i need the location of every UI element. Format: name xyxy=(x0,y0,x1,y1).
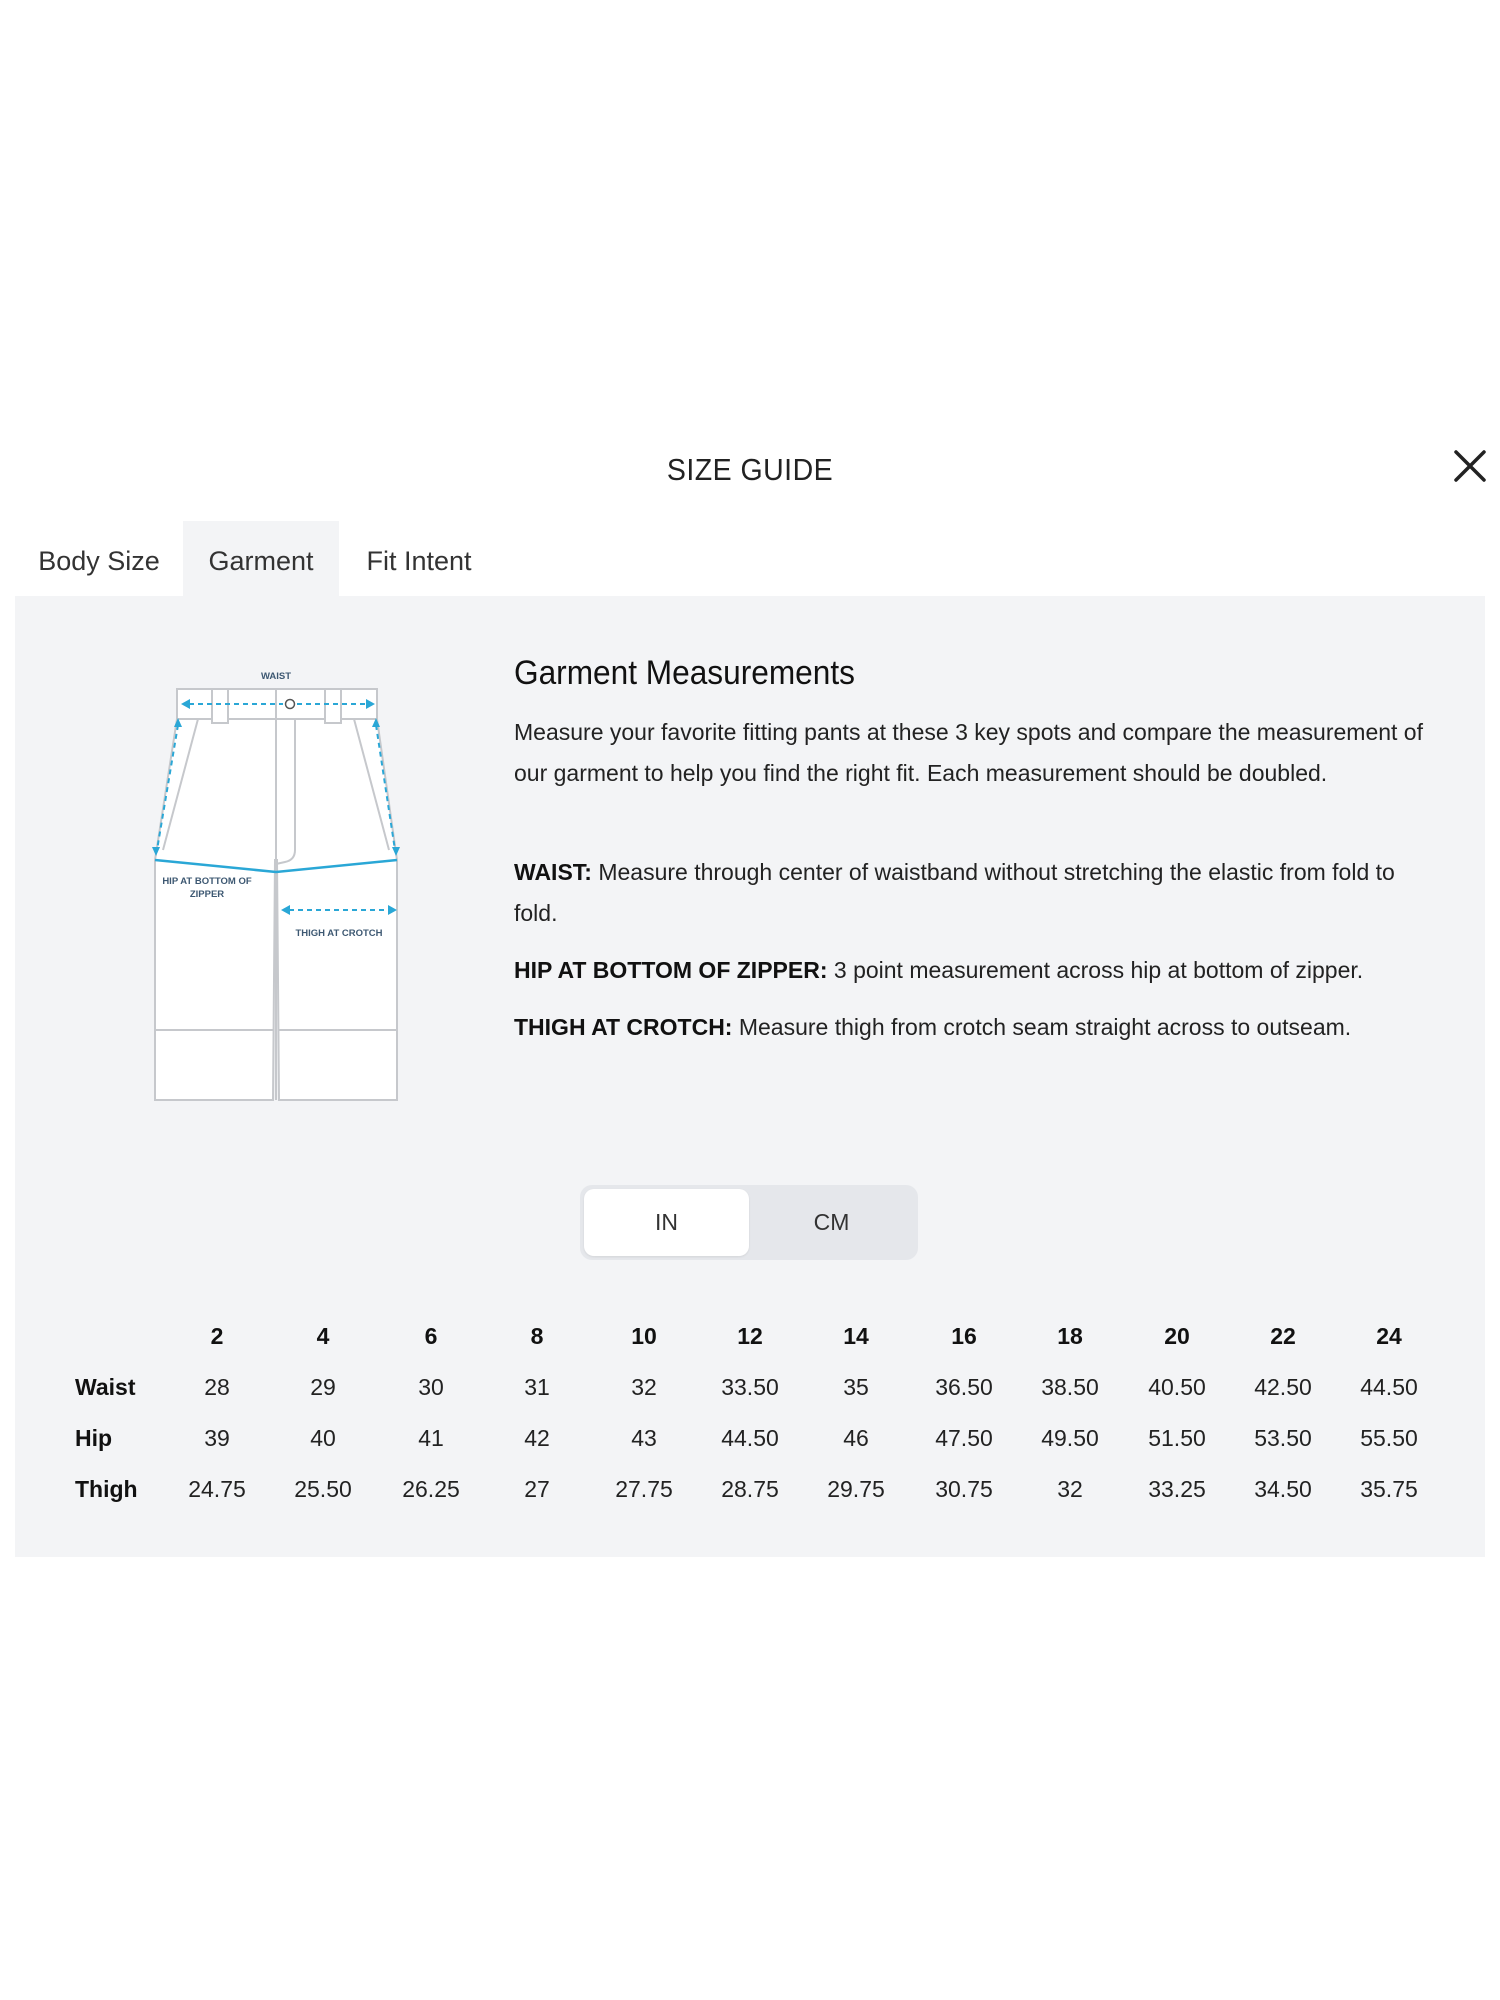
table-cell: 41 xyxy=(418,1425,444,1451)
table-cell: 32 xyxy=(631,1374,657,1400)
table-cell: 40 xyxy=(310,1425,336,1451)
table-cell: 30.75 xyxy=(935,1476,993,1502)
table-cell: 26.25 xyxy=(402,1476,460,1502)
table-cell: 47.50 xyxy=(935,1425,993,1451)
row-label: Waist xyxy=(75,1374,136,1400)
measurement-waist xyxy=(514,852,1474,934)
section-heading: Garment Measurements xyxy=(514,654,855,692)
size-header: 4 xyxy=(316,1323,330,1349)
table-cell: 29.75 xyxy=(827,1476,885,1502)
table-cell: 33.50 xyxy=(721,1374,779,1400)
table-cell: 28.75 xyxy=(721,1476,779,1502)
modal-title: SIZE GUIDE xyxy=(666,452,834,487)
close-icon xyxy=(1450,446,1490,486)
tab-fit-intent[interactable]: Fit Intent xyxy=(366,545,472,576)
measurement-thigh xyxy=(514,1007,1474,1048)
table-cell: 38.50 xyxy=(1041,1374,1099,1400)
term-hip: HIP AT BOTTOM OF ZIPPER: xyxy=(514,957,828,983)
table-cell: 49.50 xyxy=(1041,1425,1099,1451)
unit-option-cm[interactable]: CM xyxy=(813,1209,850,1235)
size-header: 18 xyxy=(1057,1323,1083,1349)
table-cell: 30 xyxy=(418,1374,444,1400)
unit-toggle xyxy=(580,1185,918,1260)
table-cell: 39 xyxy=(204,1425,230,1451)
table-cell: 27.75 xyxy=(615,1476,673,1502)
table-cell: 33.25 xyxy=(1148,1476,1206,1502)
diagram-label-waist: WAIST xyxy=(260,671,292,682)
term-waist: WAIST: xyxy=(514,859,592,885)
size-header: 12 xyxy=(737,1323,763,1349)
size-header: 2 xyxy=(210,1323,224,1349)
diagram-label-thigh: THIGH AT CROTCH xyxy=(295,928,383,939)
size-header: 20 xyxy=(1164,1323,1190,1349)
size-header: 14 xyxy=(843,1323,869,1349)
close-button[interactable] xyxy=(1450,446,1490,486)
table-cell: 35.75 xyxy=(1360,1476,1418,1502)
table-cell: 27 xyxy=(524,1476,550,1502)
intro-line-1: Measure your favorite fitting pants at these 3 key spots and compare the measurement of xyxy=(514,719,1423,745)
measurement-hip xyxy=(514,950,1474,991)
intro-text xyxy=(514,712,1474,794)
table-cell: 34.50 xyxy=(1254,1476,1312,1502)
size-header: 8 xyxy=(530,1323,544,1349)
pants-diagram-icon xyxy=(145,660,425,1105)
table-cell: 28 xyxy=(204,1374,230,1400)
table-cell: 35 xyxy=(843,1374,869,1400)
table-cell: 42.50 xyxy=(1254,1374,1312,1400)
table-cell: 25.50 xyxy=(294,1476,352,1502)
table-cell: 40.50 xyxy=(1148,1374,1206,1400)
table-cell: 32 xyxy=(1057,1476,1083,1502)
table-cell: 24.75 xyxy=(188,1476,246,1502)
size-header: 10 xyxy=(631,1323,657,1349)
row-label: Thigh xyxy=(75,1476,138,1502)
diagram-label-hip-1: HIP AT BOTTOM OF xyxy=(162,876,252,887)
table-cell: 36.50 xyxy=(935,1374,993,1400)
unit-option-in[interactable]: IN xyxy=(584,1189,749,1256)
table-cell: 29 xyxy=(310,1374,336,1400)
table-cell: 43 xyxy=(631,1425,657,1451)
table-cell: 44.50 xyxy=(721,1425,779,1451)
table-cell: 55.50 xyxy=(1360,1425,1418,1451)
size-header: 6 xyxy=(424,1323,438,1349)
tab-bar xyxy=(15,521,499,597)
pants-measurement-diagram xyxy=(145,660,425,1105)
table-cell: 31 xyxy=(524,1374,550,1400)
intro-line-2: our garment to help you find the right fit. Each measurement should be doubled. xyxy=(514,760,1328,786)
table-cell: 46 xyxy=(843,1425,869,1451)
table-cell: 53.50 xyxy=(1254,1425,1312,1451)
tab-body-size[interactable]: Body Size xyxy=(38,545,160,576)
diagram-label-hip-2: ZIPPER xyxy=(189,889,225,900)
table-cell: 42 xyxy=(524,1425,550,1451)
row-label: Hip xyxy=(75,1425,113,1451)
size-header: 22 xyxy=(1270,1323,1296,1349)
desc-hip: 3 point measurement across hip at bottom of zipper. xyxy=(827,957,1364,983)
desc-waist: Measure through center of waistband without stretching the elastic from fold to xyxy=(591,859,1395,885)
desc-waist-cont: fold. xyxy=(514,900,558,926)
table-cell: 44.50 xyxy=(1360,1374,1418,1400)
term-thigh: THIGH AT CROTCH: xyxy=(514,1014,733,1040)
table-cell: 51.50 xyxy=(1148,1425,1206,1451)
desc-thigh: Measure thigh from crotch seam straight across to outseam. xyxy=(732,1014,1352,1040)
tab-garment[interactable]: Garment xyxy=(183,521,339,597)
size-header: 16 xyxy=(951,1323,977,1349)
size-header: 24 xyxy=(1376,1323,1402,1349)
